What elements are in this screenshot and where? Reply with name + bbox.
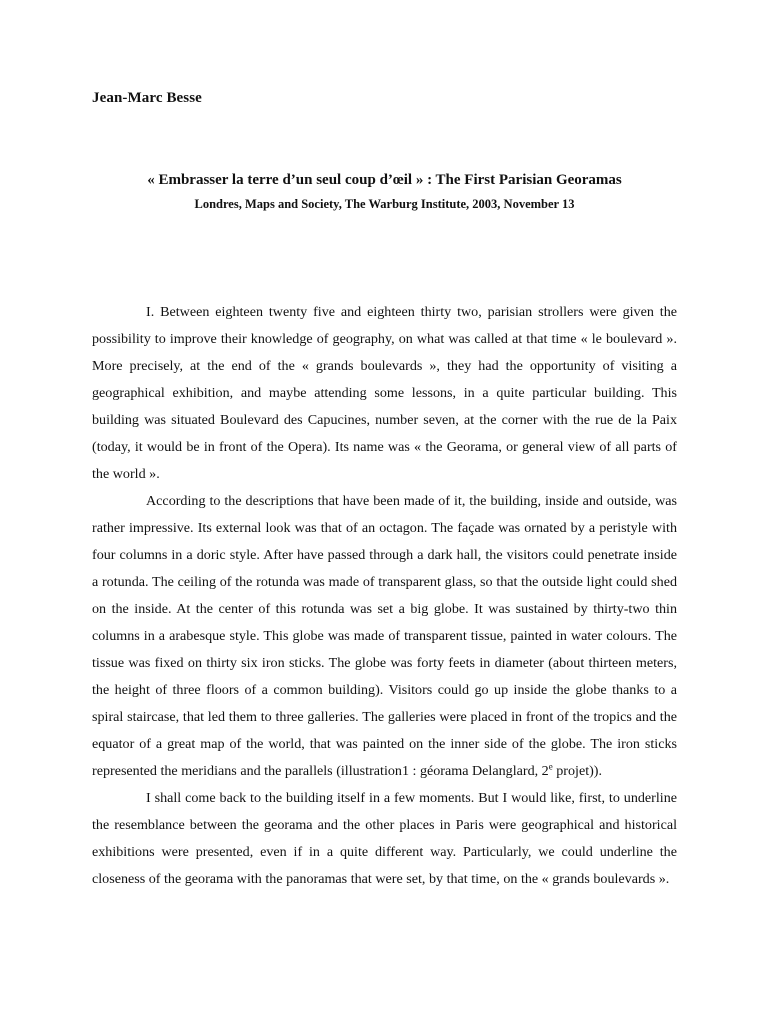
paragraph-text: According to the descriptions that have been made of it, the building, inside and outside, was rather impressive. Its external look was that of an octagon. The façade was ornated by a peristyle with four columns in a doric style. After have passed through a dark hall, the visitors could penetrate inside a rotunda. The ceiling of the rotunda was made of transparent glass, so that the outside light could shed on the inside. At the center of this rotunda was set a big globe. It was sustained by thirty-two thin columns in a arabesque style. This globe was made of transparent tissue, painted in water colours. The tissue was fixed on thirty six iron sticks. The globe was forty feets in diameter (about thirteen meters, the height of three floors of a common building). Visitors could go up inside the globe thanks to a spiral staircase, that led them to three galleries. The galleries were placed in front of the tropics and the equator of a great map of the world, that was painted on the inner side of the globe. The iron sticks represented the meridians and the parallels (illustration1 : géorama Delanglard, 2 bbox=[92, 493, 677, 779]
document-subtitle: Londres, Maps and Society, The Warburg Institute, 2003, November 13 bbox=[194, 197, 575, 211]
paragraph bbox=[92, 785, 677, 893]
paragraph-text: I shall come back to the building itself in a few moments. But I would like, first, to underline the resemblance between the georama and the other places in Paris were geographical and historical exhibitions were presented, even if in a quite different way. Particularly, we could underline the closeness of the georama with the panoramas that were set, by that time, on the « grands boulevards ». bbox=[92, 790, 677, 887]
paragraph-tail: projet)). bbox=[552, 763, 603, 779]
author-name: Jean-Marc Besse bbox=[92, 90, 202, 106]
paragraph bbox=[92, 299, 677, 488]
paragraph-text: I. Between eighteen twenty five and eighteen thirty two, parisian strollers were given the possibility to improve their knowledge of geography, on what was called at that time « le boulevard ». More precisely, at the end of the « grands boulevards », they had the opportunity of visiting a geographical exhibition, and maybe attending some lessons, in a quite particular building. This building was situated Boulevard des Capucines, number seven, at the corner with the rue de la Paix (today, it would be in front of the Opera). Its name was « the Georama, or general view of all parts of the world ». bbox=[92, 304, 677, 482]
paragraph bbox=[92, 488, 677, 785]
document-title: « Embrasser la terre d’un seul coup d’œil » : The First Parisian Georamas bbox=[147, 172, 622, 188]
document-body bbox=[92, 299, 677, 893]
superscript: e bbox=[548, 761, 553, 772]
